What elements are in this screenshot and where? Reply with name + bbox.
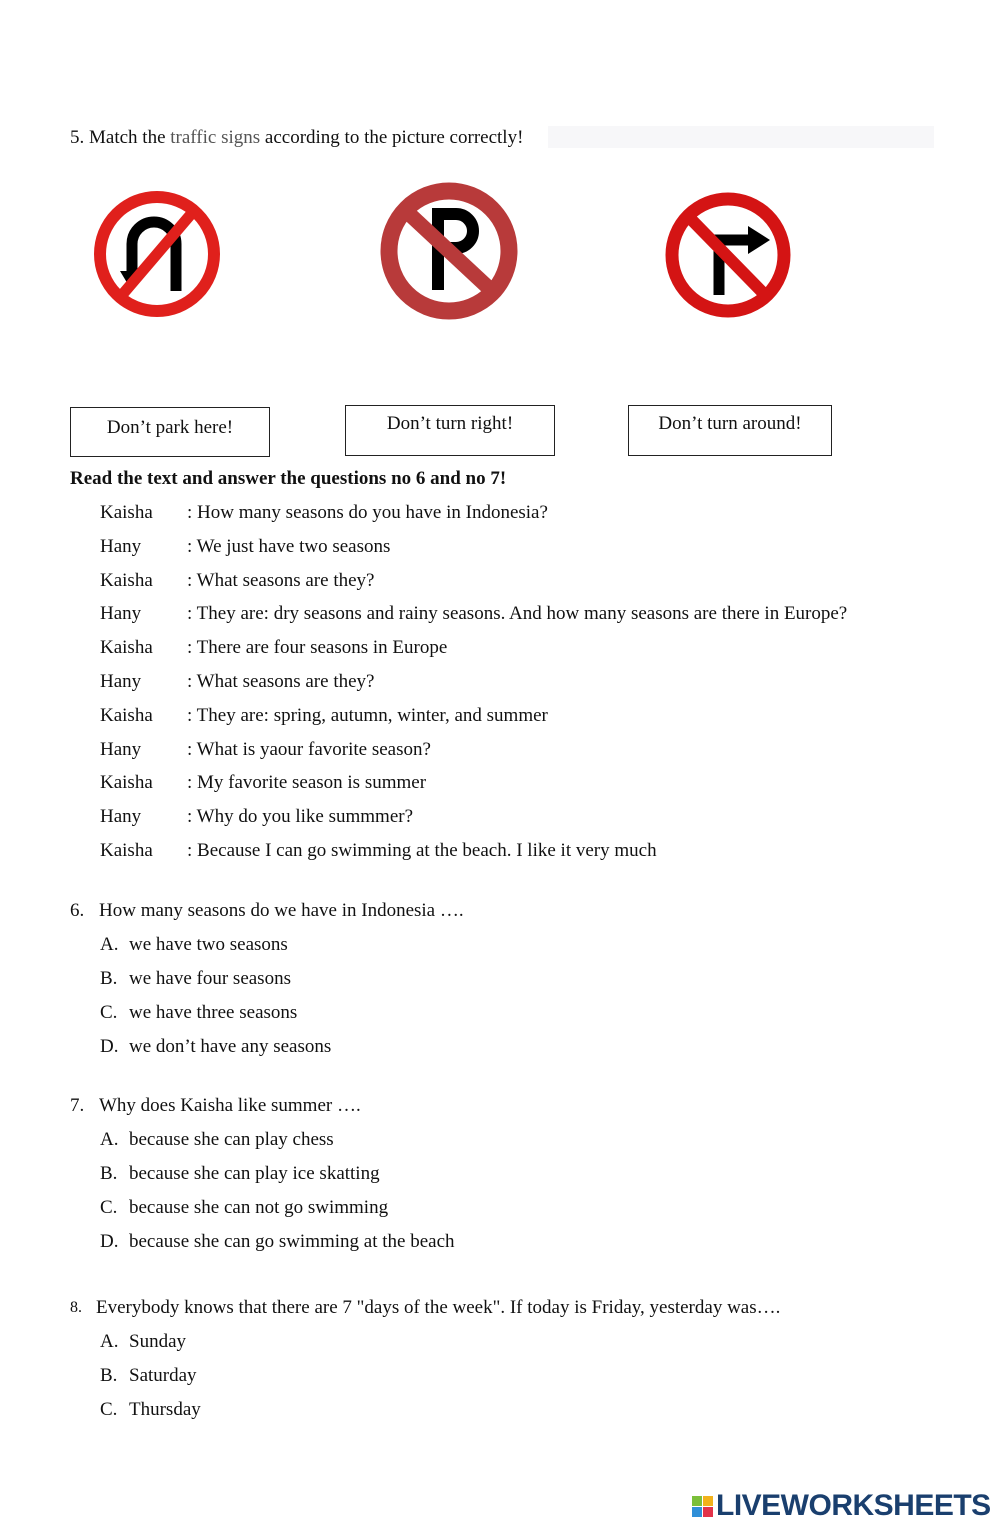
option-text[interactable]: we have four seasons [129,968,291,989]
option-letter[interactable]: C. [100,1002,118,1023]
option-text[interactable]: because she can play ice skatting [129,1163,380,1184]
option-letter[interactable]: B. [100,1163,118,1184]
dialogue-speaker: Kaisha [100,569,153,591]
dialogue-line: : What is yaour favorite season? [187,738,431,760]
logo-wordmark: LIVEWORKSHEETS [716,1489,991,1522]
option-letter[interactable]: D. [100,1231,119,1252]
dialogue-speaker: Kaisha [100,704,153,726]
dialogue-speaker: Hany [100,671,142,692]
answer-box-park[interactable] [70,407,270,457]
question-text: Why does Kaisha like summer …. [99,1095,361,1116]
dialogue-speaker: Kaisha [100,840,153,861]
dialogue-speaker: Kaisha [100,502,153,523]
answer-box-turn-right[interactable] [345,405,555,456]
dialogue-line: : They are: spring, autumn, winter, and summer [187,704,548,726]
option-text[interactable]: because she can play chess [129,1129,334,1150]
question-5-title: 5. Match the traffic signs according to the picture correctly! [70,127,524,148]
option-text[interactable]: Thursday [129,1399,201,1420]
no-right-turn-sign-icon [664,190,792,320]
question-text: Everybody knows that there are 7 "days of the week". If today is Friday, yesterday was…. [96,1297,781,1318]
box-label: Don’t park here! [106,417,234,438]
question-number: 7. [70,1095,85,1116]
option-letter[interactable]: C. [100,1399,118,1420]
box-label: Don’t turn around! [658,413,802,434]
question-number: 6. [70,900,85,921]
question-text: How many seasons do we have in Indonesia …. [99,900,464,921]
dialogue-line: : There are four seasons in Europe [187,637,448,659]
answer-box-turn-around[interactable] [628,405,832,456]
dialogue-line: : Because I can go swimming at the beach. I like it very much [187,840,657,861]
option-letter[interactable]: B. [100,1365,118,1386]
no-u-turn-sign-icon [92,189,222,319]
option-letter[interactable]: B. [100,968,118,989]
highlight-bar [548,126,934,148]
liveworksheets-logo [692,1489,991,1523]
box-label: Don’t turn right! [386,413,514,434]
option-text[interactable]: Saturday [129,1365,197,1386]
dialogue-speaker: Hany [100,806,142,828]
option-text[interactable]: Sunday [129,1331,186,1352]
no-parking-sign-icon [380,182,518,320]
dialogue-speaker: Hany [100,738,142,760]
option-letter[interactable]: D. [100,1036,119,1057]
option-text[interactable]: we have two seasons [129,934,288,955]
dialogue-speaker: Hany [100,535,142,557]
dialogue-speaker: Hany [100,603,142,625]
option-letter[interactable]: A. [100,1331,119,1352]
option-text[interactable]: because she can go swimming at the beach [129,1231,455,1252]
option-letter[interactable]: C. [100,1197,118,1218]
dialogue-line: : What seasons are they? [187,671,375,692]
reading-instruction: Read the text and answer the questions no 6 and no 7! [70,468,507,489]
dialogue-speaker: Kaisha [100,772,153,794]
dialogue-line: : What seasons are they? [187,569,375,591]
question-number: 8. [70,1299,82,1316]
logo-tiles-icon [692,1496,713,1517]
dialogue-line: : My favorite season is summer [187,772,427,794]
dialogue-line: : How many seasons do you have in Indonesia? [187,502,548,523]
dialogue-line: : We just have two seasons [187,535,391,557]
option-text[interactable]: because she can not go swimming [129,1197,389,1218]
option-text[interactable]: we have three seasons [129,1002,298,1023]
dialogue-line: : They are: dry seasons and rainy seasons. And how many seasons are there in Europe? [187,603,848,625]
option-letter[interactable]: A. [100,934,119,955]
dialogue-line: : Why do you like summmer? [187,806,414,828]
option-letter[interactable]: A. [100,1129,119,1150]
dialogue-speaker: Kaisha [100,637,153,659]
option-text[interactable]: we don’t have any seasons [129,1036,332,1057]
